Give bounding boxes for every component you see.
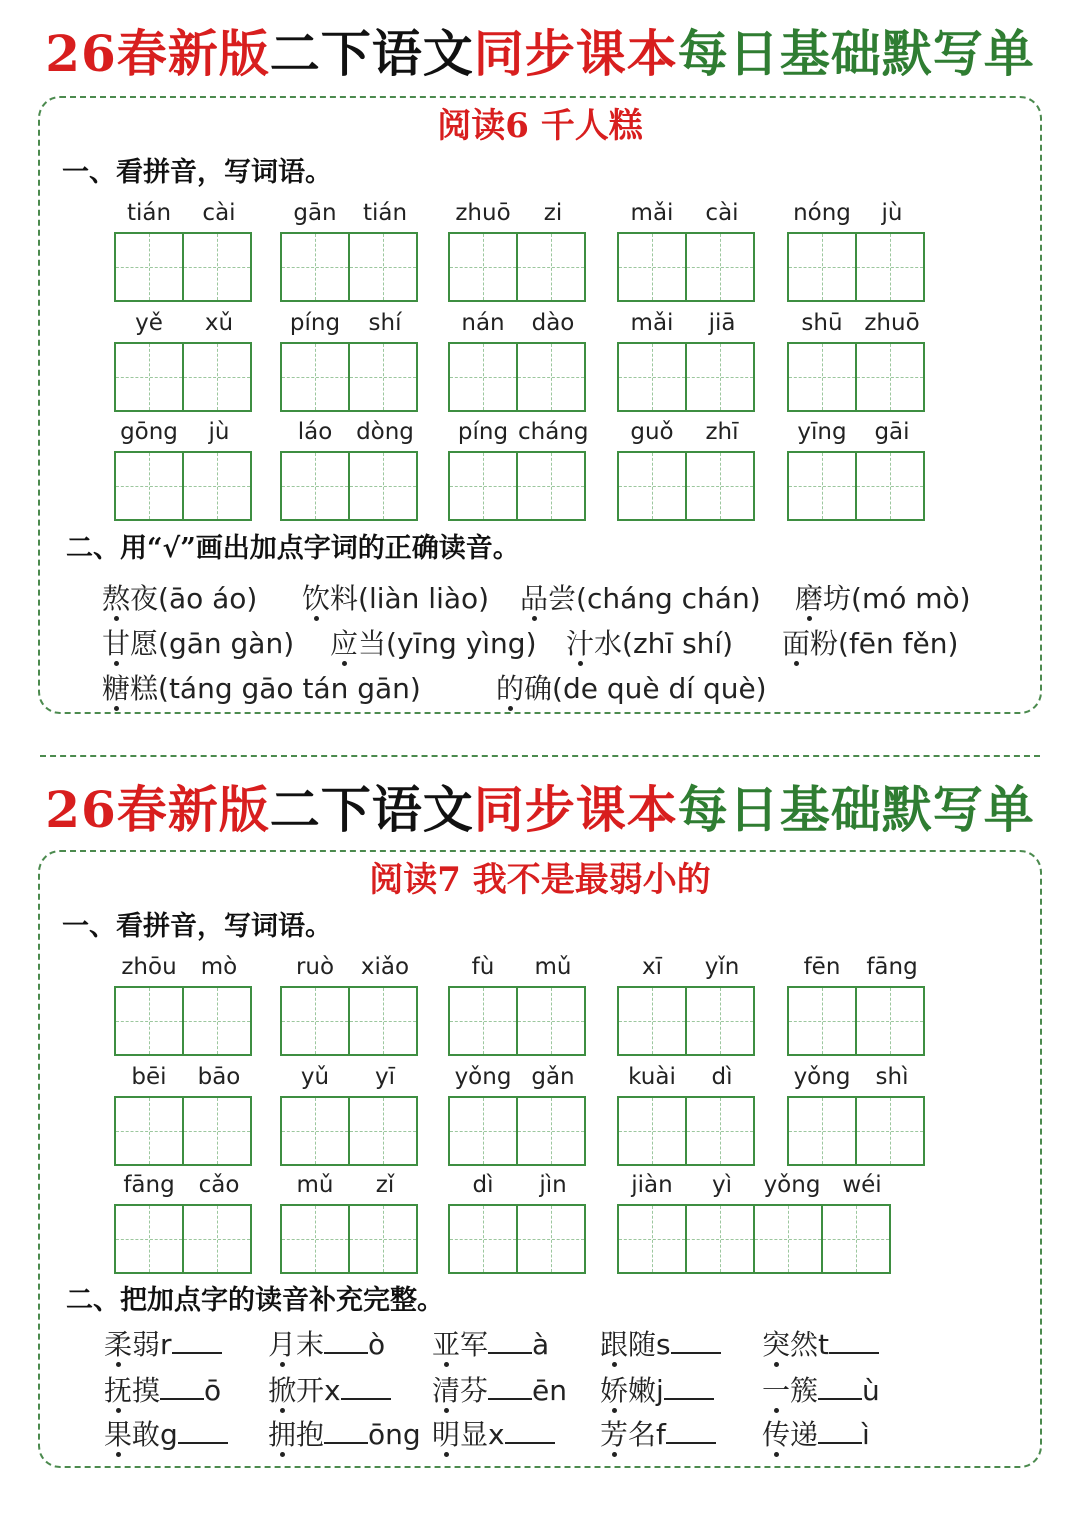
writing-cell[interactable] [280, 342, 350, 412]
pinyin-word [448, 1062, 588, 1166]
fill-pinyin-item[interactable]: 芳名f [600, 1414, 716, 1453]
pinyin-word [114, 308, 254, 412]
answer-blank[interactable] [488, 1324, 532, 1354]
section1-heading-2: 一、看拼音，写词语。 [62, 911, 332, 942]
lesson-title-2: 阅读7 我不是最弱小的 [369, 860, 711, 900]
writing-cell[interactable] [348, 232, 418, 302]
writing-cell[interactable] [114, 451, 184, 521]
pronunciation-choice[interactable]: 应当(yīng yìng) [330, 627, 537, 660]
answer-blank[interactable] [505, 1414, 555, 1444]
cut-line [40, 755, 1040, 757]
writing-cell[interactable] [516, 232, 586, 302]
writing-cell[interactable] [855, 451, 925, 521]
writing-cell[interactable] [617, 342, 687, 412]
pinyin-syllable: dì [711, 1064, 733, 1090]
writing-cell[interactable] [348, 342, 418, 412]
writing-cell[interactable] [516, 1096, 586, 1166]
writing-cell[interactable] [617, 1204, 687, 1274]
pinyin-word [280, 1062, 420, 1166]
pinyin-syllable: cǎo [198, 1172, 240, 1198]
answer-blank[interactable] [341, 1370, 391, 1400]
fill-pinyin-item[interactable]: 清芬 ēn [432, 1370, 567, 1409]
pinyin-word [448, 417, 588, 521]
pinyin-syllable: shū [801, 310, 843, 336]
pinyin-word [280, 417, 420, 521]
writing-cell[interactable] [685, 1204, 755, 1274]
writing-cell[interactable] [787, 342, 857, 412]
fill-pinyin-item[interactable]: 亚军 à [432, 1324, 549, 1363]
pinyin-word [114, 417, 254, 521]
pinyin-syllable: bāo [197, 1064, 241, 1090]
pinyin-word [448, 1170, 588, 1274]
writing-cell[interactable] [114, 986, 184, 1056]
writing-cell[interactable] [280, 986, 350, 1056]
pinyin-syllable: yǐn [704, 954, 740, 980]
pinyin-syllable: zhuō [455, 200, 511, 226]
pinyin-syllable: yì [711, 1172, 732, 1198]
pinyin-syllable: yě [135, 310, 163, 336]
writing-cell[interactable] [685, 1096, 755, 1166]
fill-pinyin-item[interactable]: 跟随s [600, 1324, 721, 1363]
pinyin-syllable: tián [362, 200, 408, 226]
pinyin-syllable: mǔ [296, 1172, 334, 1198]
pinyin-syllable: dì [472, 1172, 494, 1198]
writing-cell[interactable] [348, 1204, 418, 1274]
section1-heading: 一、看拼音，写词语。 [62, 157, 332, 188]
pinyin-word [617, 1062, 757, 1166]
pinyin-syllable: cài [705, 200, 739, 226]
writing-cell[interactable] [787, 232, 857, 302]
writing-cell[interactable] [114, 1096, 184, 1166]
writing-cell[interactable] [114, 1204, 184, 1274]
worksheet-title: 26春新版二下语文同步课本每日基础默写单 [45, 24, 1035, 83]
writing-cell[interactable] [516, 986, 586, 1056]
answer-blank[interactable] [178, 1414, 228, 1444]
pinyin-syllable: gǎn [531, 1064, 575, 1090]
writing-cell[interactable] [280, 1096, 350, 1166]
writing-cell[interactable] [855, 342, 925, 412]
pinyin-syllable: shí [368, 310, 402, 336]
pinyin-syllable: fāng [123, 1172, 175, 1198]
pinyin-syllable: zi [543, 200, 563, 226]
answer-blank[interactable] [324, 1414, 368, 1444]
writing-cell[interactable] [280, 1204, 350, 1274]
pinyin-syllable: yǒng [454, 1064, 512, 1090]
pinyin-syllable: jiàn [631, 1172, 673, 1198]
pinyin-syllable: shì [875, 1064, 909, 1090]
writing-cell[interactable] [182, 342, 252, 412]
writing-cell[interactable] [685, 986, 755, 1056]
pinyin-word [617, 417, 757, 521]
pinyin-syllable: jù [881, 200, 903, 226]
writing-cell[interactable] [182, 986, 252, 1056]
pinyin-word [787, 308, 927, 412]
writing-cell[interactable] [617, 986, 687, 1056]
writing-cell[interactable] [617, 451, 687, 521]
writing-cell[interactable] [182, 232, 252, 302]
pinyin-syllable: tián [126, 200, 172, 226]
answer-blank[interactable] [818, 1370, 862, 1400]
pinyin-syllable: bēi [131, 1064, 167, 1090]
fill-pinyin-item[interactable]: 柔弱r [104, 1324, 222, 1363]
pronunciation-choice[interactable]: 熬夜(āo áo) [102, 582, 258, 615]
fill-pinyin-item[interactable]: 月末 ò [268, 1324, 385, 1363]
writing-cell[interactable] [348, 986, 418, 1056]
writing-cell[interactable] [787, 1096, 857, 1166]
pinyin-syllable: nán [461, 310, 505, 336]
pinyin-word [787, 1062, 927, 1166]
pinyin-syllable: mò [200, 954, 238, 980]
writing-cell[interactable] [516, 342, 586, 412]
pinyin-syllable: mǎi [630, 200, 674, 226]
pinyin-word [617, 308, 757, 412]
pinyin-word [617, 198, 757, 302]
pinyin-word [617, 1170, 897, 1274]
pronunciation-choice[interactable]: 甘愿(gān gàn) [102, 627, 295, 660]
answer-blank[interactable] [664, 1370, 714, 1400]
answer-blank[interactable] [324, 1324, 368, 1354]
writing-cell[interactable] [348, 1096, 418, 1166]
pinyin-syllable: fù [471, 954, 495, 980]
pinyin-syllable: mǔ [534, 954, 572, 980]
pinyin-syllable: cháng [518, 419, 589, 445]
writing-cell[interactable] [448, 1204, 518, 1274]
fill-pinyin-item[interactable]: 一簇 ù [762, 1370, 880, 1409]
pronunciation-choice[interactable]: 的确(de què dí què) [496, 672, 767, 705]
pinyin-syllable: gān [293, 200, 337, 226]
writing-cell[interactable] [114, 342, 184, 412]
pinyin-syllable: yǔ [300, 1064, 330, 1090]
pinyin-syllable: xiǎo [360, 954, 410, 980]
pinyin-word [114, 952, 254, 1056]
pinyin-syllable: láo [297, 419, 333, 445]
writing-cell[interactable] [821, 1204, 891, 1274]
pinyin-syllable: xī [641, 954, 662, 980]
pinyin-syllable: píng [289, 310, 341, 336]
fill-pinyin-item[interactable]: 果敢g [104, 1414, 228, 1453]
answer-blank[interactable] [666, 1414, 716, 1444]
fill-pinyin-item[interactable]: 传递 ì [762, 1414, 870, 1453]
writing-cell[interactable] [753, 1204, 823, 1274]
pronunciation-choice[interactable]: 汁水(zhī shí) [566, 627, 734, 660]
pinyin-word [280, 1170, 420, 1274]
lesson-title: 阅读6 千人糕 [437, 106, 643, 146]
writing-cell[interactable] [855, 986, 925, 1056]
writing-cell[interactable] [855, 232, 925, 302]
writing-cell[interactable] [280, 232, 350, 302]
writing-cell[interactable] [516, 1204, 586, 1274]
pinyin-syllable: fāng [866, 954, 918, 980]
pinyin-syllable: dòng [356, 419, 414, 445]
writing-cell[interactable] [685, 342, 755, 412]
pinyin-word [787, 417, 927, 521]
fill-pinyin-item[interactable]: 明显x [432, 1414, 555, 1453]
pinyin-syllable: dào [531, 310, 575, 336]
answer-blank[interactable] [488, 1370, 532, 1400]
answer-blank[interactable] [818, 1414, 862, 1444]
answer-blank[interactable] [160, 1370, 204, 1400]
pinyin-syllable: zhī [705, 419, 739, 445]
worksheet-title-2: 26春新版二下语文同步课本每日基础默写单 [45, 780, 1035, 839]
writing-cell[interactable] [280, 451, 350, 521]
answer-blank[interactable] [829, 1324, 879, 1354]
pronunciation-choice[interactable]: 磨坊(mó mò) [795, 582, 971, 615]
pinyin-syllable: kuài [628, 1064, 676, 1090]
pinyin-syllable: píng [457, 419, 509, 445]
answer-blank[interactable] [671, 1324, 721, 1354]
pinyin-syllable: fēn [803, 954, 841, 980]
pinyin-word [280, 952, 420, 1056]
pinyin-syllable: zǐ [375, 1172, 395, 1198]
pinyin-syllable: jìn [539, 1172, 567, 1198]
pinyin-syllable: xǔ [204, 310, 234, 336]
writing-cell[interactable] [448, 232, 518, 302]
writing-cell[interactable] [348, 451, 418, 521]
writing-cell[interactable] [516, 451, 586, 521]
pinyin-syllable: ruò [295, 954, 335, 980]
pinyin-syllable: cài [202, 200, 236, 226]
pinyin-word [114, 1170, 254, 1274]
fill-pinyin-item[interactable]: 拥抱 ōng [268, 1414, 421, 1453]
section2-heading-2: 二、把加点字的读音补充完整。 [66, 1285, 444, 1316]
pinyin-word [280, 308, 420, 412]
pinyin-word [114, 1062, 254, 1166]
section2-heading: 二、用“√”画出加点字词的正确读音。 [66, 533, 520, 564]
writing-cell[interactable] [448, 451, 518, 521]
pronunciation-choice[interactable]: 饮料(liàn liào) [302, 582, 490, 615]
pronunciation-choice[interactable]: 品尝(cháng chán) [520, 582, 761, 615]
pinyin-word [280, 198, 420, 302]
pinyin-word [448, 198, 588, 302]
pronunciation-choice[interactable]: 糖糕(táng gāo tán gān) [102, 672, 421, 705]
writing-cell[interactable] [182, 451, 252, 521]
writing-cell[interactable] [448, 342, 518, 412]
pinyin-syllable: mǎi [630, 310, 674, 336]
pinyin-syllable: jiā [708, 310, 736, 336]
pinyin-word [787, 952, 927, 1056]
pinyin-syllable: guǒ [630, 419, 674, 445]
pronunciation-choice[interactable]: 面粉(fēn fěn) [782, 627, 959, 660]
writing-cell[interactable] [855, 1096, 925, 1166]
writing-cell[interactable] [617, 232, 687, 302]
writing-cell[interactable] [114, 232, 184, 302]
pinyin-syllable: yīng [797, 419, 847, 445]
writing-cell[interactable] [685, 232, 755, 302]
pinyin-syllable: yǒng [793, 1064, 851, 1090]
pinyin-syllable: nóng [793, 200, 851, 226]
answer-blank[interactable] [172, 1324, 222, 1354]
pinyin-syllable: gōng [120, 419, 178, 445]
writing-cell[interactable] [787, 986, 857, 1056]
pinyin-word [448, 308, 588, 412]
writing-cell[interactable] [182, 1096, 252, 1166]
pinyin-word [617, 952, 757, 1056]
writing-cell[interactable] [685, 451, 755, 521]
fill-pinyin-item[interactable]: 娇嫩j [600, 1370, 714, 1409]
pinyin-syllable: gāi [874, 419, 910, 445]
pinyin-syllable: jù [208, 419, 230, 445]
pinyin-word [114, 198, 254, 302]
fill-pinyin-item[interactable]: 抚摸 ō [104, 1370, 221, 1409]
pinyin-word [448, 952, 588, 1056]
pinyin-syllable: zhōu [121, 954, 177, 980]
pinyin-syllable: zhuō [864, 310, 920, 336]
pinyin-syllable: yī [374, 1064, 395, 1090]
writing-cell[interactable] [617, 1096, 687, 1166]
fill-pinyin-item[interactable]: 掀开x [268, 1370, 391, 1409]
writing-cell[interactable] [182, 1204, 252, 1274]
writing-cell[interactable] [448, 1096, 518, 1166]
writing-cell[interactable] [448, 986, 518, 1056]
fill-pinyin-item[interactable]: 突然t [762, 1324, 879, 1363]
pinyin-syllable: yǒng [763, 1172, 821, 1198]
pinyin-syllable: wéi [842, 1172, 882, 1198]
pinyin-word [787, 198, 927, 302]
writing-cell[interactable] [787, 451, 857, 521]
